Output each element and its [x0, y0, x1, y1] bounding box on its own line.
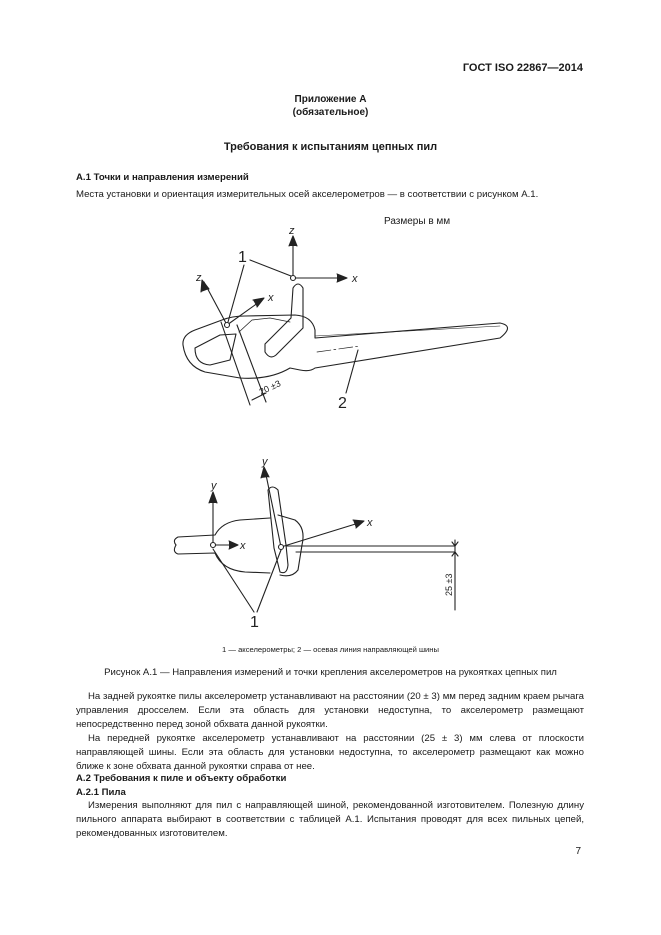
dimension-20-label: 20 ±3: [257, 378, 283, 397]
front-handle-paragraph: На передней рукоятке акселерометр устанавливают на расстоянии (25 ± 3) мм слева от плоскости направляющей шины. Если эта область для установки недоступна, то акселерометр размещают как можно ближе к зоне обхвата данной рукоятки справа от нее.: [76, 733, 584, 773]
section-a21-heading: А.2.1 Пила: [76, 787, 126, 798]
figure-legend: 1 — акселерометры; 2 — осевая линия направляющей шины: [222, 645, 439, 654]
bar-centerline: [317, 346, 360, 352]
standard-header: ГОСТ ISO 22867—2014: [462, 62, 583, 74]
document-title: Требования к испытаниям цепных пил: [223, 141, 438, 153]
section-a1-heading: А.1 Точки и направления измерений: [76, 172, 249, 183]
axis-y-rear-bottom: y: [211, 480, 217, 492]
axis-x-rear-bottom: x: [240, 540, 246, 552]
appendix-status: (обязательное): [292, 107, 369, 118]
axis-x-rear-top: x: [268, 292, 274, 304]
axis-z-front-top: z: [289, 225, 295, 237]
dimension-25-label: 25 ±3: [444, 573, 454, 596]
callout-1-top: 1: [238, 249, 247, 266]
axis-x-front-bottom: x: [367, 517, 373, 529]
page-number: 7: [575, 846, 581, 857]
guide-bar-edge: [315, 326, 500, 336]
axis-z-rear-top: z: [196, 272, 202, 284]
section-a2-heading: А.2 Требования к пиле и объекту обработки: [76, 773, 287, 784]
callout-2-top: 2: [338, 395, 347, 412]
figure-caption: Рисунок А.1 — Направления измерений и точки крепления акселерометров на рукоятках цепных пил: [104, 667, 557, 678]
appendix-title: Приложение А: [294, 94, 367, 105]
section-a21-text: Измерения выполняют для пил с направляющей шиной, рекомендованной изготовителем. Полезную длину пильного аппарата выбирают в соответствии с таблицей А.1. Испытания проводят для всех пильных цепей, рекомендованных изготовителем.: [76, 800, 584, 840]
callout-1-bottom: 1: [250, 614, 259, 631]
rear-handle-axes-bottom: [209, 492, 238, 549]
rear-handle-paragraph: На задней рукоятке пилы акселерометр устанавливают на расстоянии (20 ± 3) мм перед задним краем рычага управления дросселем. Если эта область для установки недоступна, то акселерометр размещают непосредственно перед зоной обхвата данной рукоятки.: [76, 691, 584, 731]
axis-x-front-top: x: [352, 273, 358, 285]
axis-y-front-bottom: y: [262, 456, 268, 468]
units-note: Размеры в мм: [384, 216, 451, 227]
section-a1-text: Места установки и ориентация измерительных осей акселерометров — в соответствии с рисунком А.1.: [76, 189, 539, 200]
front-handle-axes-top: [289, 236, 347, 282]
chainsaw-side-view: [183, 284, 508, 378]
front-handle-axes-bottom: [261, 467, 364, 550]
rear-handle-axes-top: [201, 280, 264, 328]
